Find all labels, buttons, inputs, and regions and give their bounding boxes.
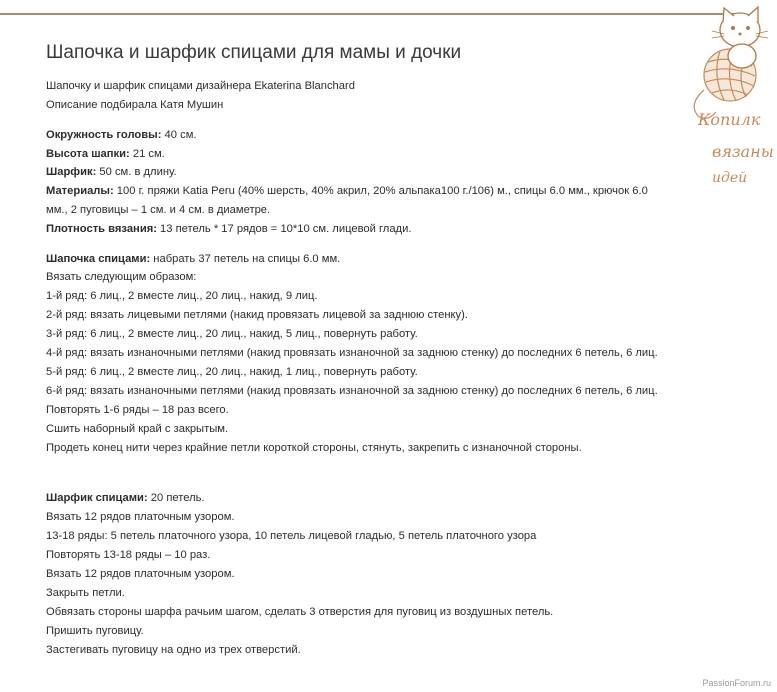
scarf-heading [46, 491, 205, 505]
scarf-line: 13-18 ряды: 5 петель платочного узора, 10 петель лицевой гладью, 5 петель платочного узора [46, 530, 537, 542]
spec-label: Плотность вязания: [46, 223, 157, 235]
scarf-line: Застегивать пуговицу на одно из трех отверстий. [46, 644, 301, 656]
hat-label: Шапочка спицами: [46, 253, 151, 265]
scarf-line: Вязать 12 рядов платочным узором. [46, 511, 235, 523]
scarf-line: Закрыть петли. [46, 587, 125, 599]
hat-heading [46, 252, 340, 266]
spec-materials-cont [46, 203, 270, 217]
hat-line: 3-й ряд: 6 лиц., 2 вместе лиц., 20 лиц., накид, 5 лиц., повернуть работу. [46, 328, 418, 340]
spec-label: Шарфик: [46, 166, 97, 178]
top-divider [0, 13, 745, 15]
site-logo [668, 0, 777, 190]
page-title: Шапочка и шарфик спицами для мамы и дочки [46, 42, 462, 63]
hat-line: 2-й ряд: вязать лицевыми петлями (накид провязать лицевой за заднюю стенку). [46, 309, 468, 321]
intro-designer: Шапочку и шарфик спицами дизайнера Ekaterina Blanchard [46, 80, 355, 92]
hat-line: 1-й ряд: 6 лиц., 2 вместе лиц., 20 лиц., накид, 9 лиц. [46, 290, 318, 302]
logo-text-line2: вязаны [712, 142, 774, 161]
spec-value: 21 см. [129, 148, 165, 160]
scarf-label: Шарфик спицами: [46, 492, 148, 504]
spec-head-circumference [46, 128, 197, 142]
hat-line: Сшить наборный край с закрытым. [46, 423, 229, 435]
spec-gauge [46, 222, 411, 236]
hat-line: 5-й ряд: 6 лиц., 2 вместе лиц., 20 лиц., накид, 1 лиц., повернуть работу. [46, 366, 418, 378]
hat-line: 4-й ряд: вязать изнаночными петлями (накид провязать изнаночной за заднюю стенку) до последних 6 петель, 6 лиц. [46, 347, 658, 359]
hat-line: Продеть конец нити через крайние петли короткой стороны, стянуть, закрепить с изнаночной стороны. [46, 442, 582, 454]
intro-compiler: Описание подбирала Катя Мушин [46, 99, 224, 111]
scarf-line: Повторять 13-18 ряды – 10 раз. [46, 549, 211, 561]
watermark: PassionForum.ru [702, 678, 771, 688]
hat-value: набрать 37 петель на спицы 6.0 мм. [150, 253, 341, 265]
spec-value: 50 см. в длину. [96, 166, 177, 178]
spec-value: мм., 2 пуговицы – 1 см. и 4 см. в диаметре. [46, 204, 271, 216]
spec-label: Материалы: [46, 185, 114, 197]
scarf-line: Обвязать стороны шарфа рачьим шагом, сделать 3 отверстия для пуговиц из воздушных петель. [46, 606, 554, 618]
spec-materials [46, 184, 648, 198]
hat-line: Повторять 1-6 ряды – 18 раз всего. [46, 404, 229, 416]
scarf-value: 20 петель. [147, 492, 205, 504]
hat-line: Вязать следующим образом: [46, 271, 197, 283]
scarf-line: Вязать 12 рядов платочным узором. [46, 568, 235, 580]
logo-text-line1: Копилк [698, 110, 761, 129]
scarf-line: Пришить пуговицу. [46, 625, 144, 637]
spec-value: 40 см. [161, 129, 197, 141]
spec-label: Окружность головы: [46, 129, 162, 141]
spec-scarf-length [46, 165, 177, 179]
spec-label: Высота шапки: [46, 148, 130, 160]
hat-line: 6-й ряд: вязать изнаночными петлями (накид провязать изнаночной за заднюю стенку) до последних 6 петель, 6 лиц. [46, 385, 658, 397]
spec-value: 13 петель * 17 рядов = 10*10 см. лицевой глади. [156, 223, 412, 235]
spec-value: 100 г. пряжи Katia Peru (40% шерсть, 40% акрил, 20% альпака100 г./106) м., спицы 6.0 мм., крючок 6.0 [113, 185, 648, 197]
spec-hat-height [46, 147, 165, 161]
logo-text-line3: идей [712, 170, 748, 186]
